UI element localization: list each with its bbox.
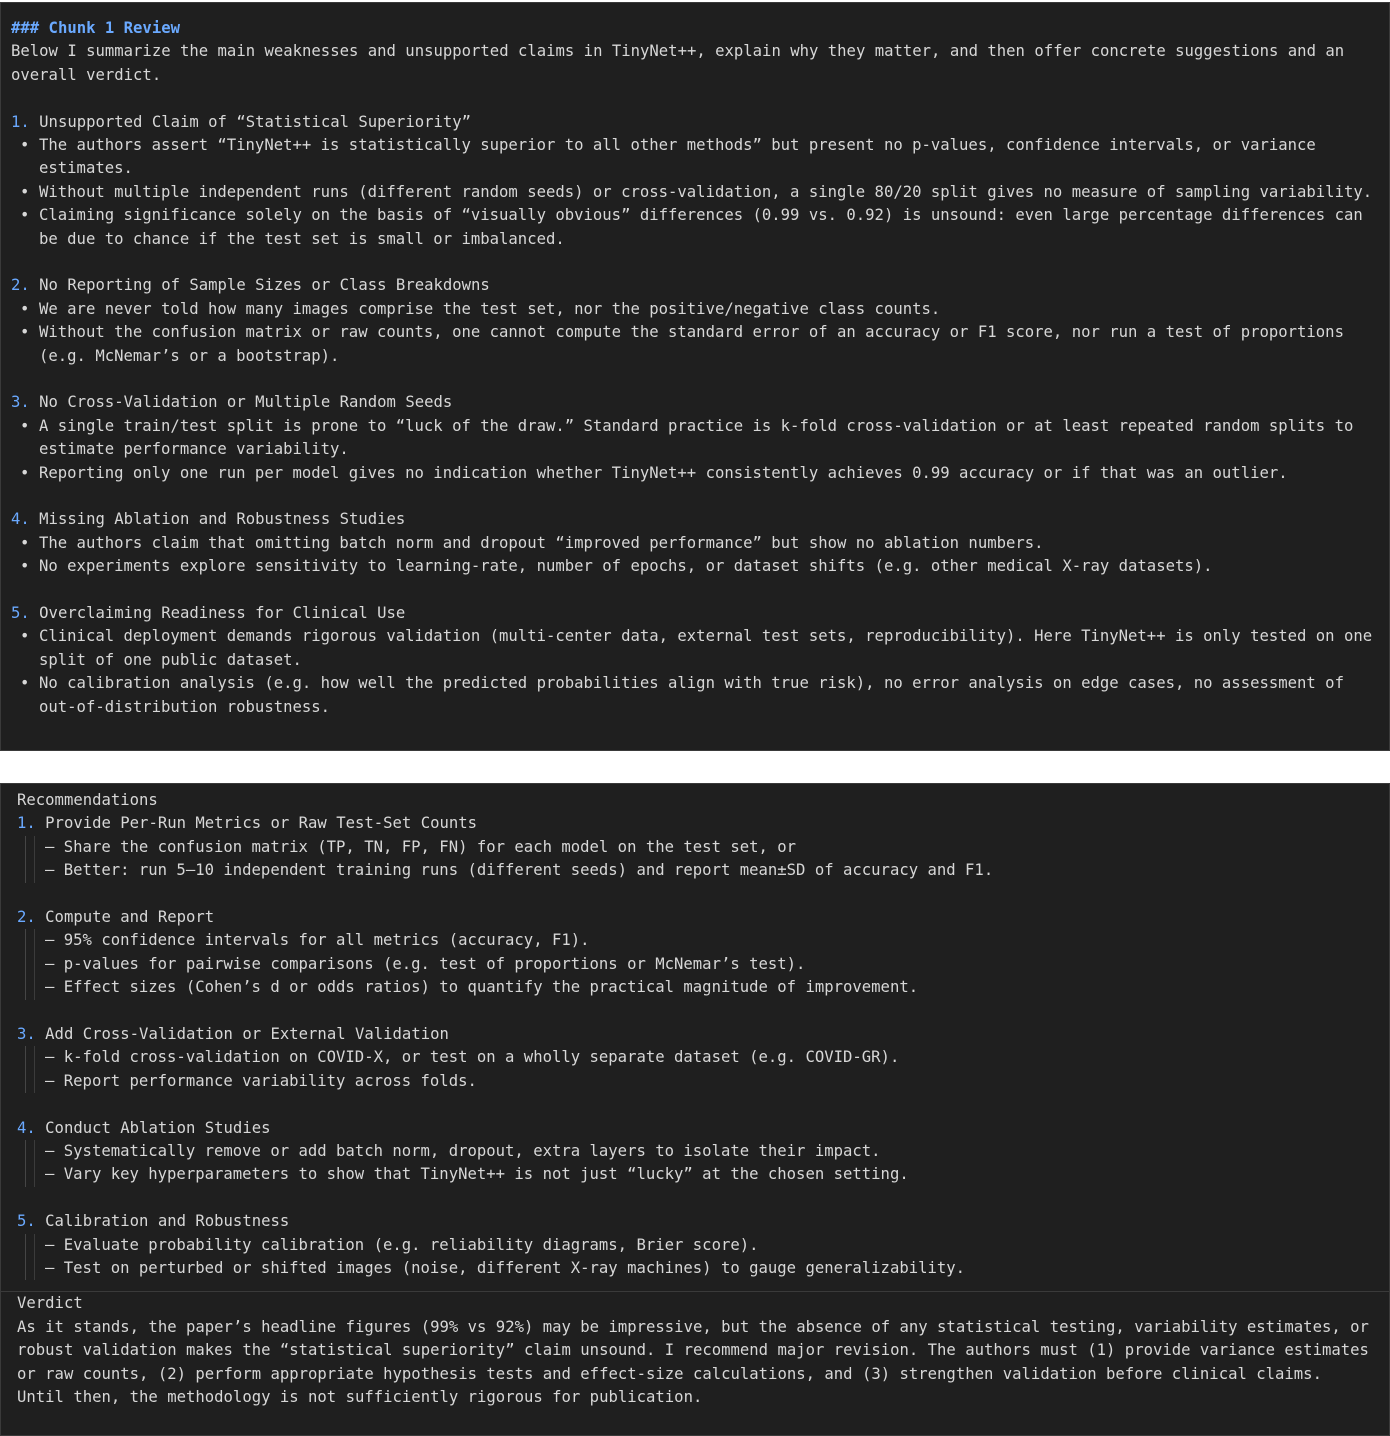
spacer (17, 1000, 1375, 1023)
recommendation-title-text: Provide Per-Run Metrics or Raw Test-Set Counts (45, 814, 478, 833)
recommendation-number: 5. (17, 1212, 36, 1231)
recommendation-number: 1. (17, 814, 36, 833)
bullet-dot-icon: • (20, 557, 30, 576)
recommendations-heading: Recommendations (17, 791, 158, 809)
recommendation-title (17, 1117, 1375, 1140)
bullet-item (11, 462, 1379, 485)
bullet-text: The authors claim that omitting batch norm and dropout “improved performance” but show no ablation numbers. (39, 533, 1044, 552)
bullet-text: The authors assert “TinyNet++ is statistically superior to all other methods” but present no p-values, confidence intervals, or variance estimates. (39, 136, 1316, 178)
spacer (11, 368, 1379, 391)
recommendation-subitem: – Test on perturbed or shifted images (noise, different X-ray machines) to gauge generalizability. (45, 1259, 966, 1278)
recommendation-title-text: Calibration and Robustness (45, 1212, 290, 1231)
bullet-dot-icon: • (20, 299, 30, 318)
recommendation-title-text: Conduct Ablation Studies (45, 1118, 271, 1137)
section-number: 3. (11, 393, 30, 412)
recommendation-title-text: Add Cross-Validation or External Validation (45, 1025, 449, 1044)
section-number: 4. (11, 510, 30, 529)
review-panel (0, 2, 1390, 751)
bullet-dot-icon: • (20, 136, 30, 155)
section-title-text: Unsupported Claim of “Statistical Superiority” (39, 112, 472, 131)
recommendations-panel (0, 783, 1390, 1436)
spacer (17, 1187, 1375, 1210)
review-section-title (11, 111, 1379, 134)
bullet-dot-icon: • (20, 416, 30, 435)
recommendation-subitem: – Effect sizes (Cohen’s d or odds ratios) to quantify the practical magnitude of improvement. (45, 978, 919, 997)
bullet-item (11, 672, 1379, 719)
recommendation-title (17, 1023, 1375, 1046)
bullet-dot-icon: • (20, 674, 30, 693)
bullet-text: Without the confusion matrix or raw counts, one cannot compute the standard error of an accuracy or F1 score, nor run a test of proportions (e.g. McNemar’s or a bootstrap). (39, 323, 1344, 365)
bullet-item (11, 298, 1379, 321)
review-section-title (11, 391, 1379, 414)
spacer (17, 1280, 1375, 1291)
bullet-text: No experiments explore sensitivity to learning-rate, number of epochs, or dataset shifts (e.g. other medical X-ray datasets). (39, 557, 1213, 576)
recommendation-number: 3. (17, 1025, 36, 1044)
bullet-text: Claiming significance solely on the basis of “visually obvious” differences (0.99 vs. 0.92) is unsound: even large percentage differences can be due to chance if the test set is small or imbalanced. (39, 206, 1363, 248)
spacer (11, 579, 1379, 602)
section-title-text: No Cross-Validation or Multiple Random Seeds (39, 393, 453, 412)
recommendation-title (17, 1210, 1375, 1233)
review-section-title (11, 508, 1379, 531)
section-number: 5. (11, 604, 30, 623)
bullet-text: No calibration analysis (e.g. how well the predicted probabilities align with true risk), no error analysis on edge cases, no assessment of out-of-distribution robustness. (39, 674, 1344, 716)
spacer (11, 251, 1379, 274)
recommendation-sublist (25, 929, 1375, 999)
bullet-dot-icon: • (20, 206, 30, 225)
review-sections (11, 111, 1379, 720)
spacer (11, 87, 1379, 110)
recommendation-subitem: – Vary key hyperparameters to show that TinyNet++ is not just “lucky” at the chosen setting. (45, 1165, 909, 1184)
spacer (17, 1093, 1375, 1116)
bullet-item (11, 134, 1379, 181)
recommendation-title (17, 812, 1375, 835)
bullet-dot-icon: • (20, 627, 30, 646)
bullet-item (11, 555, 1379, 578)
recommendation-title (17, 906, 1375, 929)
review-section-title (11, 274, 1379, 297)
bullet-text: Reporting only one run per model gives no indication whether TinyNet++ consistently achieves 0.99 accuracy or if that was an outlier. (39, 463, 1288, 482)
section-title-text: Missing Ablation and Robustness Studies (39, 510, 406, 529)
verdict-heading: Verdict (17, 1294, 83, 1313)
recommendation-sublist (25, 1046, 1375, 1093)
recommendation-subitem: – p-values for pairwise comparisons (e.g. test of proportions or McNemar’s test). (45, 954, 806, 973)
bullet-item (11, 532, 1379, 555)
bullet-dot-icon: • (20, 533, 30, 552)
section-title-text: Overclaiming Readiness for Clinical Use (39, 604, 406, 623)
recommendation-title-text: Compute and Report (45, 908, 215, 927)
recommendation-subitem: – Systematically remove or add batch norm, dropout, extra layers to isolate their impact. (45, 1142, 881, 1161)
review-heading: ### Chunk 1 Review (11, 19, 180, 37)
bullet-dot-icon: • (20, 182, 30, 201)
recommendation-subitem: – Better: run 5–10 independent training runs (different seeds) and report mean±SD of accuracy and F1. (45, 861, 994, 880)
bullet-dot-icon: • (20, 323, 30, 342)
section-number: 1. (11, 112, 30, 131)
section-number: 2. (11, 276, 30, 295)
spacer (11, 485, 1379, 508)
recommendation-subitem: – Share the confusion matrix (TP, TN, FP, FN) for each model on the test set, or (45, 837, 797, 856)
recommendation-list (17, 812, 1375, 1291)
bullet-text: We are never told how many images comprise the test set, nor the positive/negative class counts. (39, 299, 941, 318)
recommendation-number: 2. (17, 908, 36, 927)
recommendation-subitem: – Report performance variability across folds. (45, 1071, 477, 1090)
bullet-item (11, 415, 1379, 462)
bullet-item (11, 204, 1379, 251)
bullet-item (11, 181, 1379, 204)
recommendation-sublist (25, 1140, 1375, 1187)
recommendation-subitem: – Evaluate probability calibration (e.g. reliability diagrams, Brier score). (45, 1235, 759, 1254)
spacer (17, 883, 1375, 906)
review-intro: Below I summarize the main weaknesses and unsupported claims in TinyNet++, explain why they matter, and then offer concrete suggestions and an overall verdict. (11, 42, 1354, 84)
recommendation-subitem: – 95% confidence intervals for all metrics (accuracy, F1). (45, 931, 590, 950)
bullet-text: Without multiple independent runs (different random seeds) or cross-validation, a single 80/20 split gives no measure of sampling variability. (39, 182, 1373, 201)
recommendation-subitem: – k-fold cross-validation on COVID-X, or test on a wholly separate dataset (e.g. COVID-GR). (45, 1048, 900, 1067)
bullet-dot-icon: • (20, 463, 30, 482)
section-title-text: No Reporting of Sample Sizes or Class Breakdowns (39, 276, 490, 295)
bullet-item (11, 321, 1379, 368)
recommendation-sublist (25, 836, 1375, 883)
verdict-text: As it stands, the paper’s headline figures (99% vs 92%) may be impressive, but the absence of any statistical testing, variability estimates, or robust validation makes the “statistical superiority” claim unsound. I recommend major revision. The authors must (1) provide variance estimates or raw counts, (2) perform appropriate hypothesis tests and effect-size calculations, and (3) strengthen validation before clinical claims. Until then, the methodology is not sufficiently rigorous for publication. (17, 1317, 1379, 1407)
bullet-item (11, 625, 1379, 672)
recommendation-sublist (25, 1234, 1375, 1281)
review-section-title (11, 602, 1379, 625)
recommendation-number: 4. (17, 1118, 36, 1137)
bullet-text: A single train/test split is prone to “luck of the draw.” Standard practice is k-fold cross-validation or at least repeated random splits to estimate performance variability. (39, 416, 1354, 459)
bullet-text: Clinical deployment demands rigorous validation (multi-center data, external test sets, reproducibility). Here TinyNet++ is only tested on one split of one public dataset. (39, 627, 1373, 669)
